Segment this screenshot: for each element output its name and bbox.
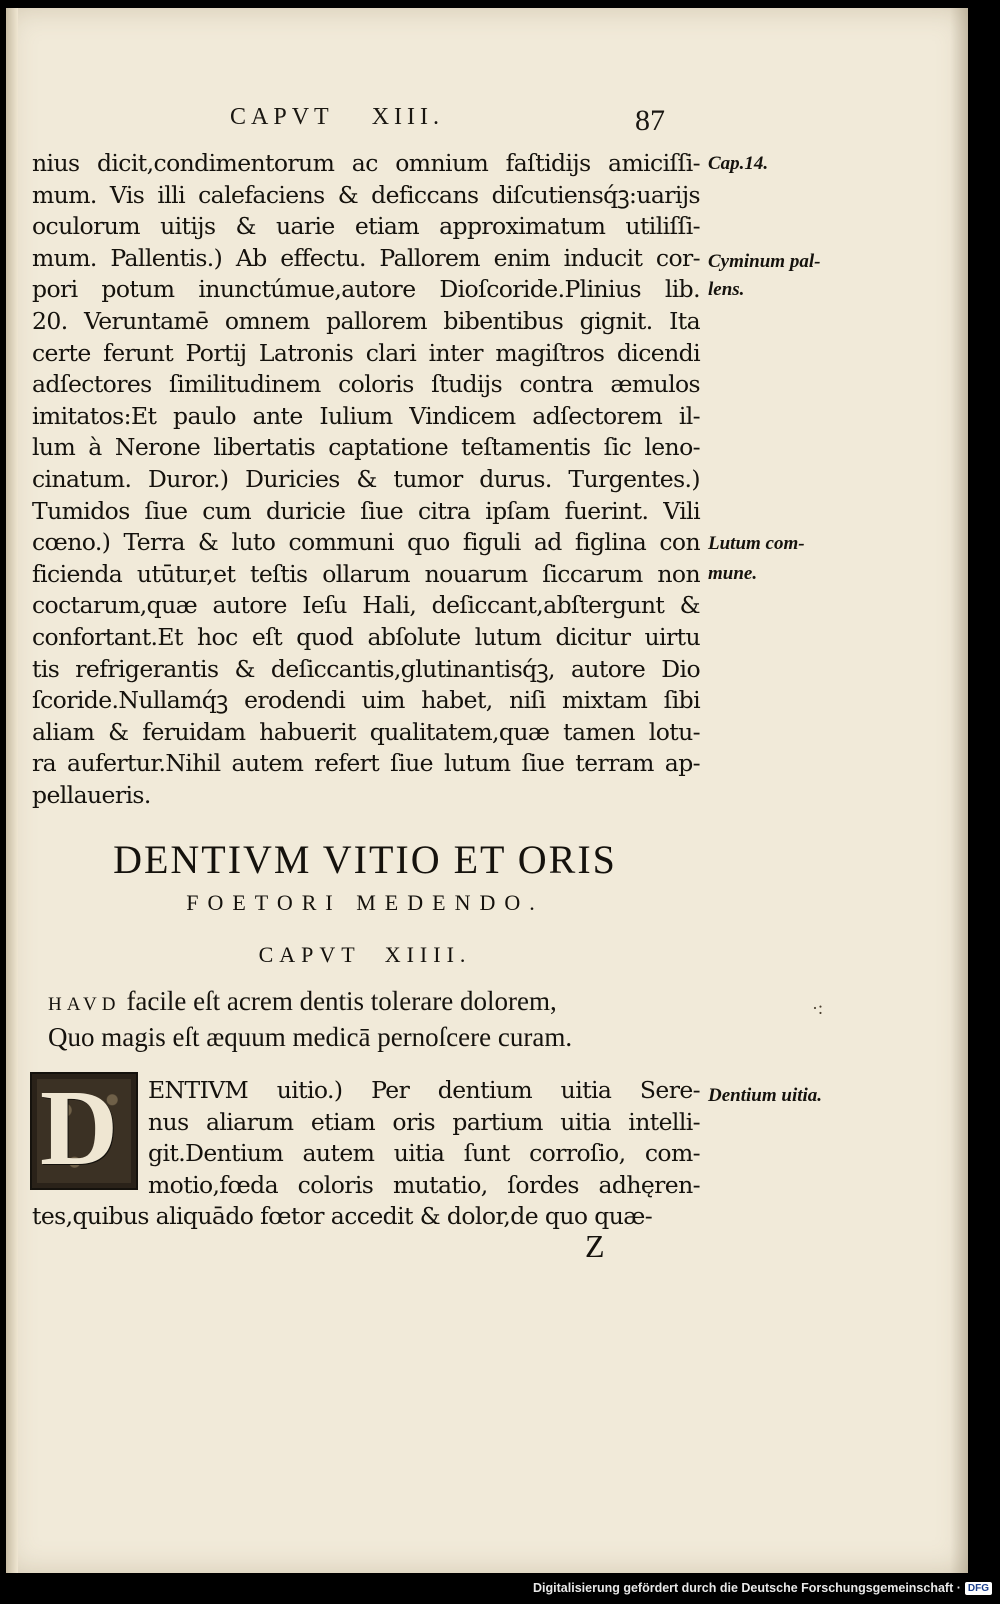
section-heading: DENTIVM VITIO ET ORIS (113, 837, 617, 882)
text-line: ficienda utūtur,et teſtis ollarum nouarum ſiccarum non (32, 559, 700, 588)
text-line: oculorum uitijs & uarie etiam approximatum utiliſſi- (32, 212, 700, 241)
running-head-chapter: XIII. (371, 104, 444, 130)
section-subheading: FOETORI MEDENDO. (186, 890, 544, 915)
verse-text: facile eſt acrem dentis tolerare dolorem, (126, 986, 557, 1016)
text-line: cinatum. Duror.) Duricies & tumor durus. Turgentes.) (32, 464, 700, 493)
text-line: imitatos:Et paulo ante Iulium Vindicem adſectorem il- (32, 401, 700, 430)
chapter-heading (50, 942, 680, 968)
margin-note: mune. (708, 563, 758, 584)
signature-mark: Z (585, 1228, 605, 1264)
page-number: 87 (635, 104, 665, 137)
text-line: nius dicit,condimentorum ac omnium faſtidijs amiciſſi- (32, 149, 700, 177)
digitization-credit (533, 1581, 992, 1595)
stray-mark: ·: (812, 998, 823, 1018)
text-line: mum. Vis illi calefaciens & deficcans diſcutiensq́ꝫ:uarijs (32, 180, 700, 209)
text-line: aliam & feruidam habuerit qualitatem,quæ tamen lotu- (32, 717, 700, 746)
initial-letter: D (40, 1069, 118, 1188)
text-line: lum à Nerone libertatis captatione teſtamentis ſic leno- (32, 433, 700, 462)
text-line: motio,fœda coloris mutatio, ſordes adhęren- (148, 1170, 700, 1199)
dfg-logo: DFG (965, 1582, 992, 1595)
running-head (230, 104, 444, 131)
text-line: pori potum inunctúmue,autore Dioſcoride.Plinius lib. (32, 275, 700, 304)
body-text-2 (32, 1075, 700, 1233)
text-line: Tumidos ſiue cum duricie ſiue citra ipſam fuerint. Vili (32, 496, 700, 525)
text-line: mum. Pallentis.) Ab effectu. Pallorem enim inducit cor- (32, 243, 700, 272)
text-line: 20. Veruntamē omnem pallorem bibentibus gignit. Ita (32, 306, 700, 335)
gutter-shadow (950, 8, 968, 1573)
text-line: git.Dentium autem uitia ſunt corroſio, com- (148, 1139, 700, 1168)
text-line: pellaueris. (32, 780, 151, 809)
verse-line (48, 986, 557, 1017)
text-line: ſcoride.Nullamq́ꝫ erodendi uim habet, niſi mixtam ſibi (32, 686, 700, 715)
verse-line: Quo magis eſt æquum medicā pernoſcere curam. (48, 1022, 573, 1052)
text-line: certe ferunt Portij Latronis clari inter magiſtros dicendi (32, 338, 700, 367)
running-head-title: CAPVT (230, 104, 334, 130)
text-line: confortant.Et hoc eſt quod abſolute lutum dicitur uirtu (32, 622, 700, 651)
margin-note: Dentium uitia. (708, 1085, 823, 1106)
text-line: nus aliarum etiam oris partium uitia intelli- (148, 1107, 700, 1136)
margin-note: Cyminum pal- (708, 251, 821, 272)
text-line: coctarum,quæ autore Ieſu Hali, deſiccant,abſtergunt & (32, 591, 700, 620)
text-line: adſectores ſimilitudinem coloris ſtudijs contra æmulos (32, 370, 700, 399)
margin-note: Lutum com- (708, 533, 805, 554)
page-edge (6, 8, 18, 1573)
verse-opening-caps: HAVD (48, 994, 121, 1015)
margin-note: Cap.14. (708, 153, 769, 174)
text-line: cœno.) Terra & luto communi quo figuli ad figlina con (32, 528, 700, 557)
chapter-number: XIIII. (384, 942, 472, 967)
text-line: tis refrigerantis & deſiccantis,glutinantisq́ꝫ, autore Dio (32, 654, 700, 683)
text-line: ENTIVM uitio.) Per dentium uitia Sere- (148, 1076, 700, 1104)
margin-note: lens. (708, 279, 745, 300)
chapter-label: CAPVT (258, 942, 361, 967)
body-text (32, 148, 700, 811)
text-line: tes,quibus aliquādo fœtor accedit & dolor,de quo quæ- (32, 1202, 653, 1231)
text-line: ra aufertur.Nihil autem refert ſiue lutum ſiue terram ap- (32, 749, 700, 778)
credit-text: Digitalisierung gefördert durch die Deutsche Forschungsgemeinschaft · (533, 1581, 961, 1595)
